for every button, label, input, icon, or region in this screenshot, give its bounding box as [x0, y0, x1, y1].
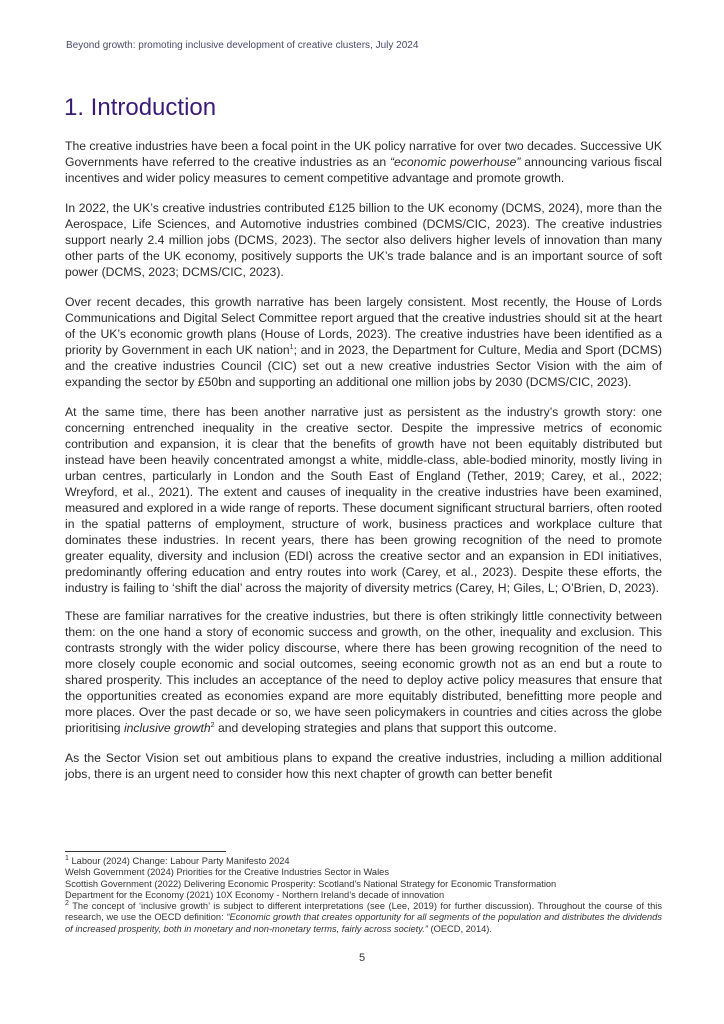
footnote-1 [65, 856, 662, 867]
footnote-ref-2[interactable]: 2 [210, 721, 215, 729]
running-header: Beyond growth: promoting inclusive development of creative clusters, July 2024 [66, 40, 419, 51]
footnote-1-line: Department for the Economy (2021) 10X Economy - Northern Ireland’s decade of innovation [65, 889, 445, 900]
section-title: 1. Introduction [64, 94, 217, 121]
text: These are familiar narratives for the creative industries, but there is often strikingly little connectivity between them: on the one hand a story of economic success and growth, on the other, inequality and exclusion. This contrasts strongly with the wider policy discourse, where there has been growing recognition of the need to more closely couple economic and social outcomes, seeing economic growth not as an end but a route to shared prosperity. This includes an acceptance of the need to deploy active policy measures that ensure that the opportunities created as economies expand are more equitably distributed, benefitting more people and more places. Over the past decade or so, we have seen policymakers in countries and cities across the globe prioritising [65, 609, 662, 735]
quote-italic: “Economic growth that creates opportunity for all segments of the population and distributes the dividends of increased prosperity, both in monetary and non-monetary terms, fairly across society.” [65, 912, 662, 934]
footnote-1-line: Welsh Government (2024) Priorities for the Creative Industries Sector in Wales [65, 867, 389, 878]
page-number: 5 [358, 952, 366, 964]
term-italic: inclusive growth [123, 721, 211, 735]
body-text [65, 138, 662, 796]
text: Over recent decades, this growth narrative has been largely consistent. Most recently, the House of Lords Communications and Digital Select Committee report argued that the creative industries should sit at the heart of the UK’s economic growth plans (House of Lords, 2023). The creative industries have been identified as a priority by Government in each UK nation [65, 295, 662, 357]
paragraph-3 [65, 294, 662, 390]
text: announcing various fiscal incentives and wider policy measures to cement competitive advantage and promote growth. [65, 155, 662, 185]
footnote-ref-1[interactable]: 1 [289, 343, 294, 351]
text: and developing strategies and plans that support this outcome. [214, 721, 557, 735]
text: In 2022, the UK’s creative industries contributed £125 billion to the UK economy (DCMS, 2024), more than the Aerospace, Life Sciences, and Automotive industries combined (DCMS/CIC, 2023). The creative industries support nearly 2.4 million jobs (DCMS, 2023). The sector also delivers higher levels of innovation than many other parts of the UK economy, positively supports the UK’s trade balance and is an important source of soft power (DCMS, 2023; DCMS/CIC, 2023). [65, 201, 662, 279]
text: (OECD, 2014). [427, 923, 492, 934]
text: The concept of ‘inclusive growth’ is subject to different interpretations (see (Lee, 2019) for further discussion). Throughout the course of this research, we use the OECD definition: [65, 901, 662, 923]
footnote-1-line: Scottish Government (2022) Delivering Economic Prosperity: Scotland’s National Strategy for Economic Transformation [65, 878, 557, 889]
paragraph-2 [65, 200, 662, 280]
text: ; and in 2023, the Department for Culture, Media and Sport (DCMS) and the creative industries Council (CIC) set out a new creative industries Sector Vision with the aim of expanding the sector by £50bn and supporting an additional one million jobs by 2030 (DCMS/CIC, 2023). [65, 343, 662, 389]
footnote-mark: 1 [65, 854, 69, 862]
footnotes [65, 856, 662, 935]
footnote-2 [65, 901, 662, 935]
text: As the Sector Vision set out ambitious plans to expand the creative industries, including a million additional jobs, there is an urgent need to consider how this next chapter of growth can better benefit [65, 751, 662, 781]
footnote-divider [65, 851, 226, 852]
text: The creative industries have been a focal point in the UK policy narrative for over two decades. Successive UK Governments have referred to the creative industries as an [65, 139, 662, 169]
paragraph-4 [65, 404, 662, 596]
text: Labour (2024) Change: Labour Party Manifesto 2024 [68, 856, 290, 866]
paragraph-6 [65, 750, 662, 782]
paragraph-5 [65, 608, 662, 736]
text: At the same time, there has been another narrative just as persistent as the industry’s growth story: one concerning entrenched inequality in the creative sector. Despite the impressive metrics of economic contribution and expansion, it is clear that the benefits of growth have not been equitably distributed but instead have been heavily concentrated amongst a white, middle-class, able-bodied minority, mostly living in urban centres, particularly in London and the South East of England (Tether, 2019; Carey, et al., 2022; Wreyford, et al., 2021). The extent and causes of inequality in the creative industries have been examined, measured and explored in a wide range of reports. These document significant structural barriers, often rooted in the spatial patterns of employment, structure of work, business practices and workplace culture that dominates these industries. In recent years, there has been growing recognition of the need to promote greater equality, diversity and inclusion (EDI) across the creative sector and an expansion in EDI initiatives, predominantly offering education and entry routes into work (Carey, et al., 2023). Despite these efforts, the industry is failing to ‘shift the dial’ across the majority of diversity metrics (Carey, H; Giles, L; O’Brien, D, 2023). [65, 405, 662, 595]
footnote-mark: 2 [65, 900, 69, 908]
paragraph-1 [65, 138, 662, 186]
quote-italic: “economic powerhouse” [389, 155, 521, 169]
